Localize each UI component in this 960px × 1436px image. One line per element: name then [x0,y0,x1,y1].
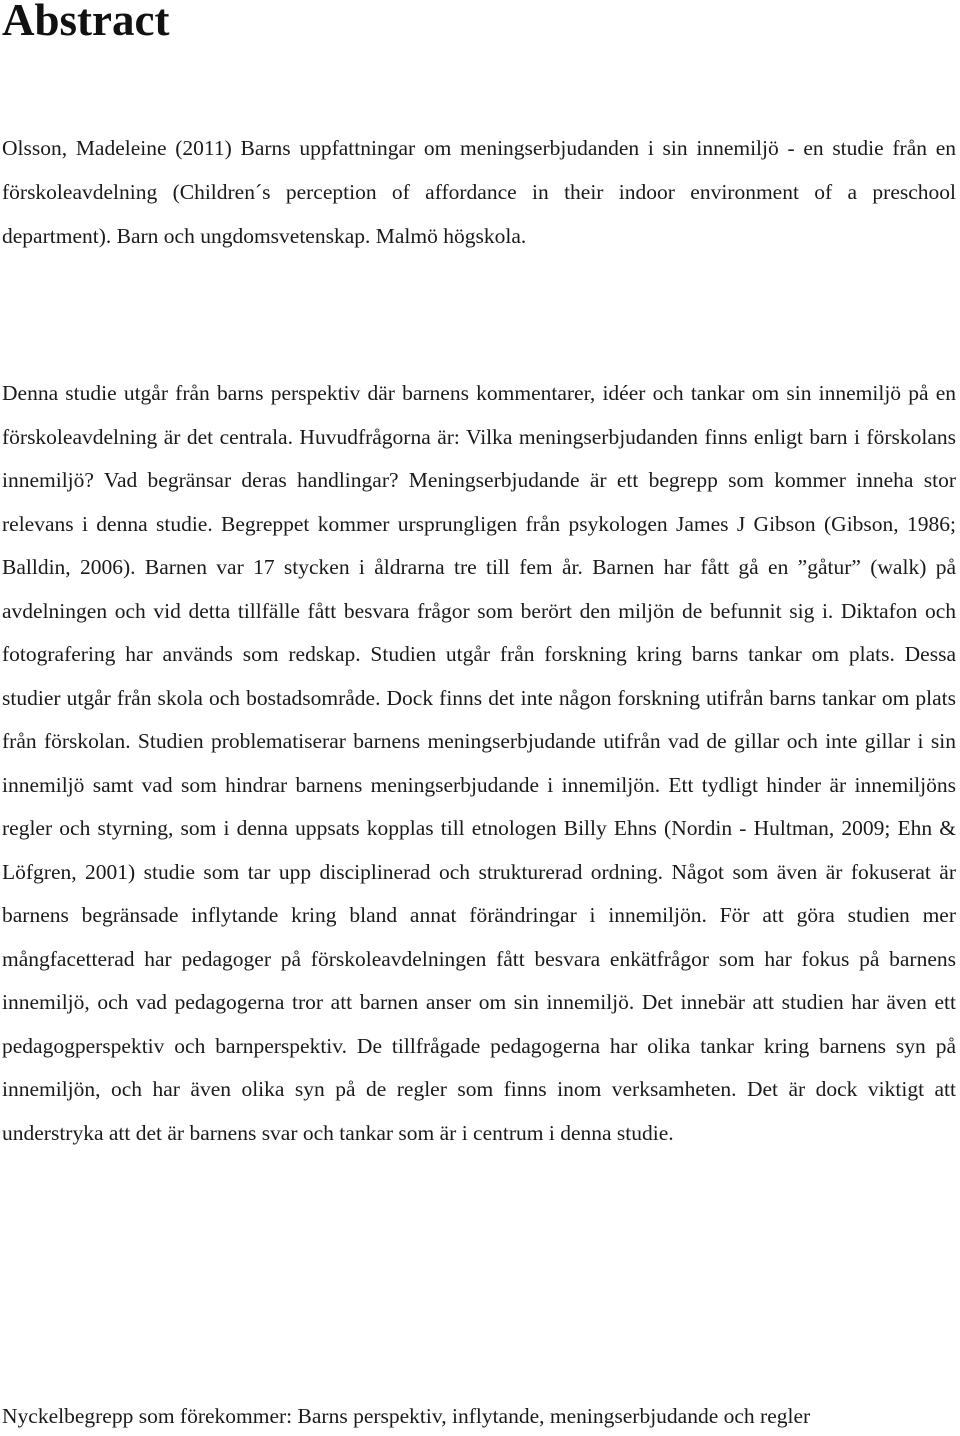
abstract-body-paragraph: Denna studie utgår från barns perspektiv där barnens kommentarer, idéer och tankar om sin innemiljö på en förskoleavdelning är det centrala. Huvudfrågorna är: Vilka meningserbjudanden finns enligt barn i förskolans innemiljö? Vad begränsar deras handlingar? Meningserbjudande är ett begrepp som kommer inneha stor relevans i denna studie. Begreppet kommer ursprungligen från psykologen James J Gibson (Gibson, 1986; Balldin, 2006). Barnen var 17 stycken i åldrarna tre till fem år. Barnen har fått gå en ”gåtur” (walk) på avdelningen och vid detta tillfälle fått besvara frågor som berört den miljön de befunnit sig i. Diktafon och fotografering har används som redskap. Studien utgår från forskning kring barns tankar om plats. Dessa studier utgår från skola och bostadsområde. Dock finns det inte någon forskning utifrån barns tankar om plats från förskolan. Studien problematiserar barnens meningserbjudande utifrån vad de gillar och inte gillar i sin innemiljö samt vad som hindrar barnens meningserbjudande i innemiljön. Ett tydligt hinder är innemiljöns regler och styrning, som i denna uppsats kopplas till etnologen Billy Ehns (Nordin - Hultman, 2009; Ehn & Löfgren, 2001) studie som tar upp disciplinerad och strukturerad ordning. Något som även är fokuserat är barnens begränsade inflytande kring bland annat förändringar i innemiljön. För att göra studien mer mångfacetterad har pedagoger på förskoleavdelningen fått besvara enkätfrågor som har fokus på barnens innemiljö, och vad pedagogerna tror att barnen anser om sin innemiljö. Det innebär att studien har även ett pedagogperspektiv och barnperspektiv. De tillfrågade pedagogerna har olika tankar kring barnens syn på innemiljön, och har även olika syn på de regler som finns inom verksamheten. Det är dock viktigt att understryka att det är barnens svar och tankar som är i centrum i denna studie. [2,381,956,1145]
citation-paragraph: Olsson, Madeleine (2011) Barns uppfattningar om meningserbjudanden i sin innemiljö - en studie från en förskoleavdelning (Children´s perception of affordance in their indoor environment of a preschool department). Barn och ungdomsvetenskap. Malmö högskola. [2,136,956,248]
page-title: Abstract [2,0,170,45]
keywords-line: Nyckelbegrepp som förekommer: Barns perspektiv, inflytande, meningserbjudande och regler [2,1404,811,1428]
